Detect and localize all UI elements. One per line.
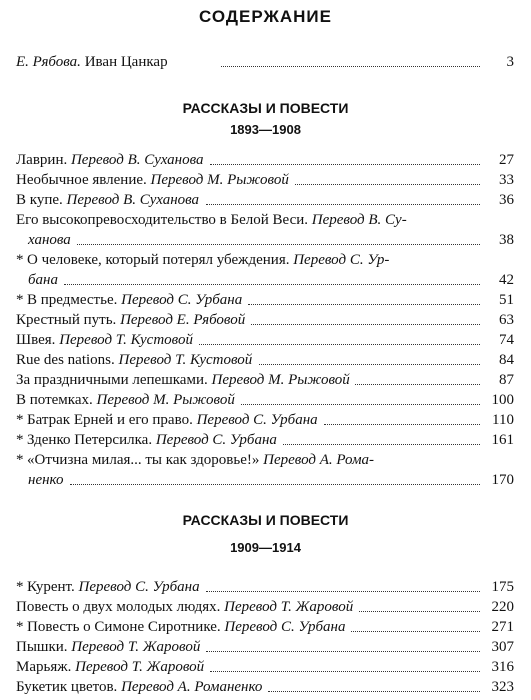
page-number: 3 <box>506 54 514 70</box>
entry-translator: Перевод М. Рыжовой <box>211 372 350 388</box>
dot-leader <box>70 484 480 485</box>
entry-translator: Перевод А. Рома- <box>263 452 375 468</box>
entry-translator: Перевод Т. Жаровой <box>75 659 205 675</box>
entry-title: О человеке, который потерял убеждения. <box>27 252 294 268</box>
page-number: 100 <box>491 392 514 408</box>
page-number: 110 <box>492 412 514 428</box>
new-translation-marker: * <box>16 432 24 448</box>
toc-entry[interactable] <box>16 330 514 350</box>
entry-translator: Перевод С. Урбана <box>196 412 318 428</box>
entry-title: Rue des nations. <box>16 352 119 368</box>
entry-title: Необычное явление. <box>16 172 151 188</box>
intro-title: Иван Цанкар <box>84 54 168 70</box>
toc-entry[interactable] <box>16 150 514 170</box>
page-number: 51 <box>499 292 514 308</box>
toc-entry[interactable] <box>16 657 514 677</box>
entry-translator: Перевод С. Урбана <box>224 619 346 635</box>
toc-entry[interactable] <box>16 577 514 597</box>
entry-translator: Перевод С. Урбана <box>155 432 277 448</box>
toc-entry[interactable] <box>16 370 514 390</box>
page-number: 42 <box>499 272 514 288</box>
toc-entry[interactable] <box>16 310 514 330</box>
entry-translator: Перевод Т. Жаровой <box>224 599 354 615</box>
dot-leader <box>355 384 480 385</box>
page-number: 87 <box>499 372 514 388</box>
new-translation-marker: * <box>16 452 24 468</box>
page-number: 38 <box>499 232 514 248</box>
toc-entry[interactable] <box>16 430 514 450</box>
entry-title: В потемках. <box>16 392 97 408</box>
toc-entry[interactable] <box>16 410 514 430</box>
page-number: 74 <box>499 332 514 348</box>
entry-translator: Перевод В. Суханова <box>70 152 204 168</box>
toc-entry[interactable] <box>16 210 514 230</box>
entry-translator-continued: ненко <box>28 472 64 488</box>
page-number: 170 <box>491 472 514 488</box>
dot-leader <box>359 611 480 612</box>
page-number: 27 <box>499 152 514 168</box>
entry-translator: Перевод М. Рыжовой <box>96 392 235 408</box>
entry-translator: Перевод В. Су- <box>311 212 407 228</box>
toc-entry[interactable] <box>16 450 514 470</box>
page-number: 271 <box>491 619 514 635</box>
entry-title: В купе. <box>16 192 67 208</box>
dot-leader <box>324 424 480 425</box>
page-number: 220 <box>491 599 514 615</box>
new-translation-marker: * <box>16 292 24 308</box>
toc-entry[interactable] <box>16 170 514 190</box>
page-number: 323 <box>491 679 514 695</box>
dot-leader <box>206 591 480 592</box>
page-number: 36 <box>499 192 514 208</box>
toc-entry[interactable] <box>16 190 514 210</box>
toc-entry-intro[interactable] <box>16 52 514 72</box>
entry-title: Батрак Ерней и его право. <box>27 412 197 428</box>
dot-leader <box>210 164 480 165</box>
new-translation-marker: * <box>16 252 24 268</box>
new-translation-marker: * <box>16 619 24 635</box>
new-translation-marker: * <box>16 412 24 428</box>
entry-translator: Перевод В. Суханова <box>66 192 200 208</box>
section-title-2: РАССКАЗЫ И ПОВЕСТИ <box>182 512 349 528</box>
dot-leader <box>283 444 480 445</box>
dot-leader <box>241 404 480 405</box>
toc-entry[interactable] <box>16 390 514 410</box>
toc-entry[interactable] <box>16 617 514 637</box>
page-title: СОДЕРЖАНИЕ <box>199 7 332 26</box>
entry-translator: Перевод Т. Кустовой <box>118 352 253 368</box>
entry-title: «Отчизна милая... ты как здоровье!» <box>27 452 264 468</box>
entry-translator: Перевод Т. Кустовой <box>59 332 193 348</box>
entry-title: Крестный путь. <box>16 312 121 328</box>
page-number: 316 <box>491 659 514 675</box>
dot-leader <box>251 324 480 325</box>
page-number: 84 <box>499 352 514 368</box>
entry-title: Букетик цветов. <box>16 679 122 695</box>
dot-leader <box>351 631 480 632</box>
entry-title: Курент. <box>27 579 79 595</box>
toc-entry[interactable] <box>16 290 514 310</box>
toc-entry[interactable] <box>16 350 514 370</box>
page-number: 307 <box>491 639 514 655</box>
entry-translator: Перевод Е. Рябовой <box>120 312 246 328</box>
dot-leader <box>221 66 480 67</box>
entry-title: В предместье. <box>27 292 122 308</box>
section-years-1: 1893—1908 <box>230 122 301 137</box>
entry-translator-continued: ханова <box>28 232 71 248</box>
toc-entry[interactable] <box>16 597 514 617</box>
section-years-2: 1909—1914 <box>230 540 301 555</box>
toc-entry-continuation[interactable] <box>16 230 514 250</box>
entry-translator: Перевод Т. Жаровой <box>71 639 201 655</box>
new-translation-marker: * <box>16 579 24 595</box>
entry-title: Пышки. <box>16 639 72 655</box>
entry-title: Лаврин. <box>16 152 71 168</box>
entry-translator: Перевод С. Урбана <box>78 579 200 595</box>
toc-entry-continuation[interactable] <box>16 270 514 290</box>
toc-entry[interactable] <box>16 637 514 657</box>
toc-entry[interactable] <box>16 250 514 270</box>
dot-leader <box>210 671 480 672</box>
dot-leader <box>295 184 480 185</box>
toc-entry-continuation[interactable] <box>16 470 514 490</box>
entry-translator-continued: бана <box>28 272 58 288</box>
dot-leader <box>259 364 480 365</box>
dot-leader <box>206 651 480 652</box>
entry-title: Повесть о двух молодых людях. <box>16 599 225 615</box>
page-number: 161 <box>491 432 514 448</box>
section-title-1: РАССКАЗЫ И ПОВЕСТИ <box>182 100 349 116</box>
intro-author: Е. Рябова. <box>16 54 81 70</box>
toc-entry[interactable] <box>16 677 514 697</box>
entry-translator: Перевод С. Ур- <box>293 252 390 268</box>
entry-title: Повесть о Симоне Сиротнике. <box>27 619 225 635</box>
page-number: 63 <box>499 312 514 328</box>
dot-leader <box>206 204 480 205</box>
entry-title: Его высокопревосходительство в Белой Веси. <box>16 212 312 228</box>
dot-leader <box>248 304 480 305</box>
page-number: 33 <box>499 172 514 188</box>
dot-leader <box>199 344 480 345</box>
entry-title: Марьяж. <box>16 659 76 675</box>
dot-leader <box>64 284 480 285</box>
dot-leader <box>77 244 480 245</box>
dot-leader <box>268 691 480 692</box>
entry-title: Швея. <box>16 332 60 348</box>
entry-translator: Перевод А. Романенко <box>121 679 263 695</box>
entry-title: Зденко Петерсилка. <box>27 432 156 448</box>
entry-translator: Перевод М. Рыжовой <box>150 172 289 188</box>
page-number: 175 <box>491 579 514 595</box>
entry-translator: Перевод С. Урбана <box>121 292 243 308</box>
entry-title: За праздничными лепешками. <box>16 372 212 388</box>
